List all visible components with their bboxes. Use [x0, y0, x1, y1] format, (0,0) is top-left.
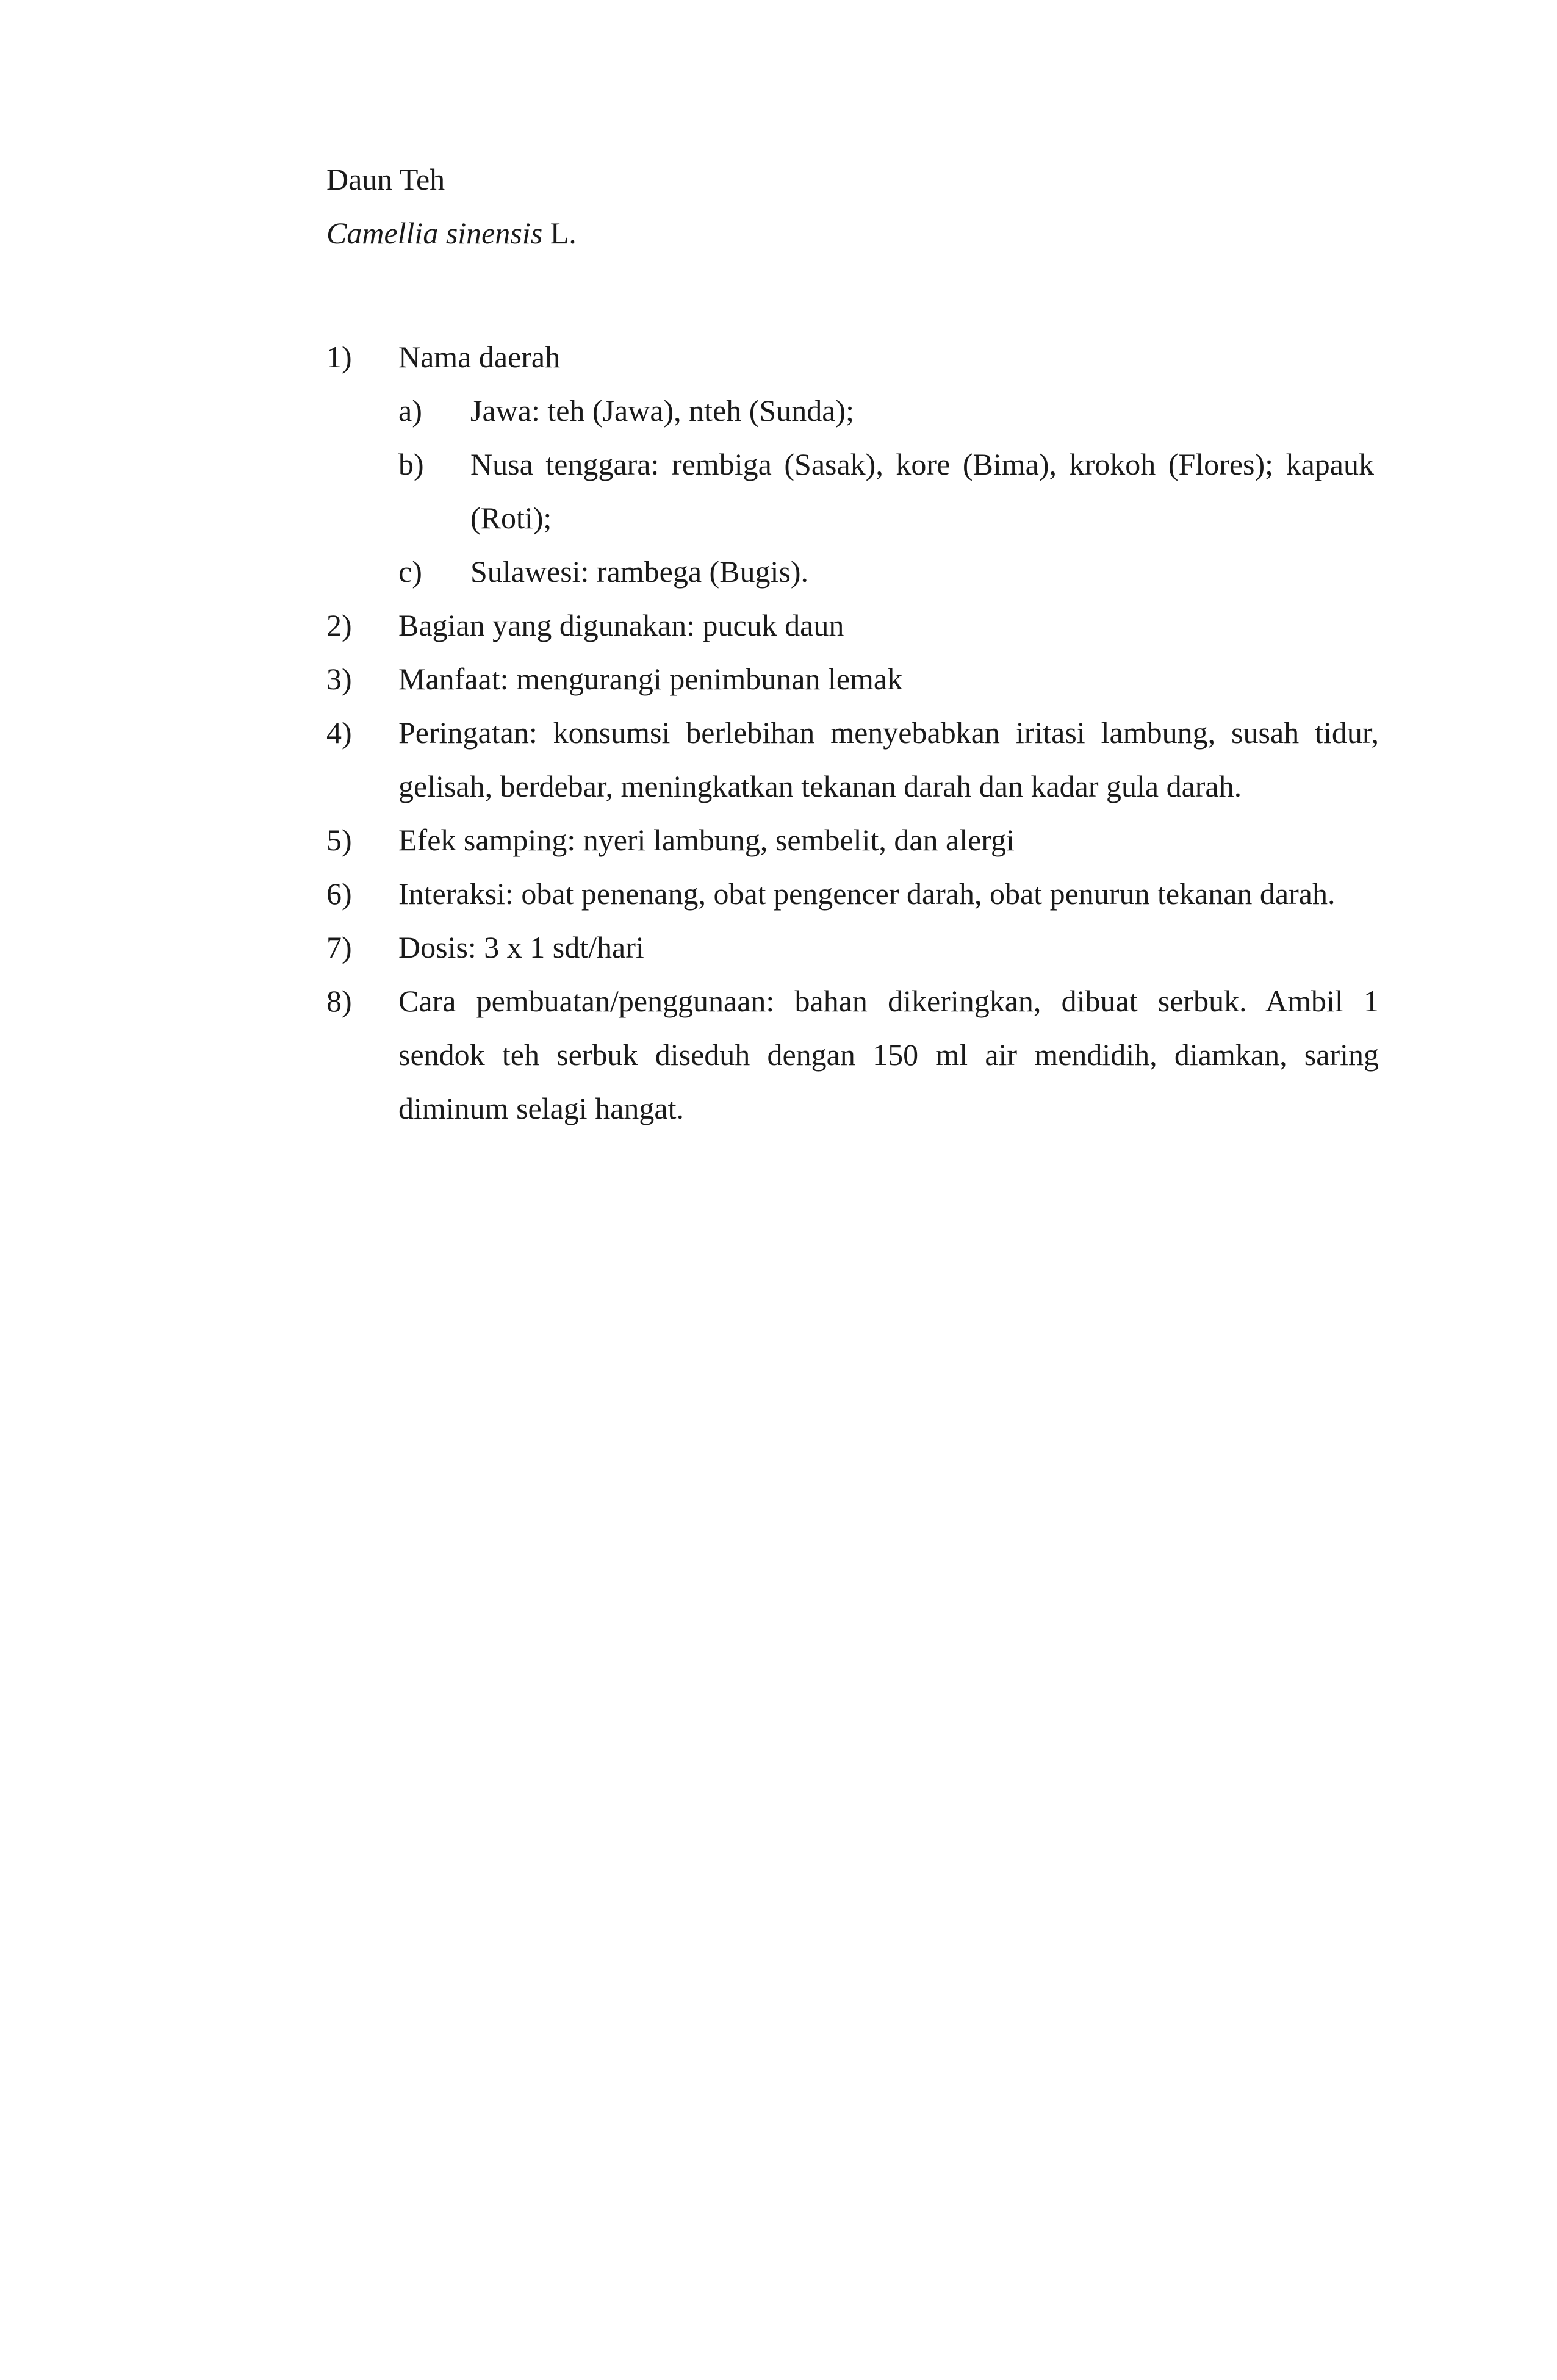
- list-item: [326, 652, 1379, 706]
- list-item: [326, 920, 1379, 974]
- latin-author: L.: [542, 216, 577, 250]
- list-item-number: 8): [326, 984, 352, 1018]
- list-item: [326, 813, 1379, 867]
- list-item-number: 2): [326, 608, 352, 642]
- list-item: [326, 867, 1379, 920]
- latin-species: Camellia sinensis: [326, 216, 543, 250]
- list-item-number: 7): [326, 930, 352, 964]
- list-item-text: Interaksi: obat penenang, obat pengencer darah, obat penurun tekanan darah.: [398, 876, 1336, 911]
- list-item: [326, 974, 1379, 1135]
- sub-list-item: [398, 437, 1374, 545]
- list-item-text: Nama daerah: [398, 340, 561, 374]
- list-item-number: 3): [326, 662, 352, 696]
- list-item-text: Efek samping: nyeri lambung, sembelit, dan alergi: [398, 823, 1015, 857]
- list-item-text: Cara pembuatan/penggunaan: bahan dikeringkan, dibuat serbuk. Ambil 1 sendok teh serbuk diseduh dengan 150 ml air mendidih, diamkan, saring diminum selagi hangat.: [398, 984, 1379, 1125]
- list-item-text: Manfaat: mengurangi penimbunan lemak: [398, 662, 903, 696]
- plant-common-name: Daun Teh: [326, 162, 445, 196]
- list-item-text: Dosis: 3 x 1 sdt/hari: [398, 930, 644, 964]
- sub-list-item-letter: a): [398, 393, 422, 428]
- list-item-number: 6): [326, 876, 352, 911]
- sub-list-item-text: Jawa: teh (Jawa), nteh (Sunda);: [470, 393, 854, 428]
- list-item-text: Bagian yang digunakan: pucuk daun: [398, 608, 844, 642]
- list-item: [326, 706, 1379, 813]
- sub-list-item-text: Nusa tenggara: rembiga (Sasak), kore (Bima), krokoh (Flores); kapauk (Roti);: [470, 447, 1374, 535]
- list-item-number: 5): [326, 823, 352, 857]
- sub-list-item-letter: c): [398, 554, 422, 589]
- regional-names-list: [398, 384, 1379, 598]
- list-item-number: 4): [326, 715, 352, 750]
- sub-list-item-text: Sulawesi: rambega (Bugis).: [470, 554, 809, 589]
- sub-list-item: [398, 545, 1374, 598]
- sub-list-item: [398, 384, 1374, 437]
- document-content: [326, 152, 1379, 1135]
- list-item: [326, 598, 1379, 652]
- list-item-number: 1): [326, 340, 352, 374]
- list-item: [326, 330, 1379, 598]
- header-spacer: [326, 260, 1379, 330]
- sub-list-item-letter: b): [398, 447, 424, 481]
- plant-latin-name: [326, 206, 1379, 260]
- list-item-text: Peringatan: konsumsi berlebihan menyebabkan iritasi lambung, susah tidur, gelisah, berdebar, meningkatkan tekanan darah dan kadar gula darah.: [398, 715, 1379, 803]
